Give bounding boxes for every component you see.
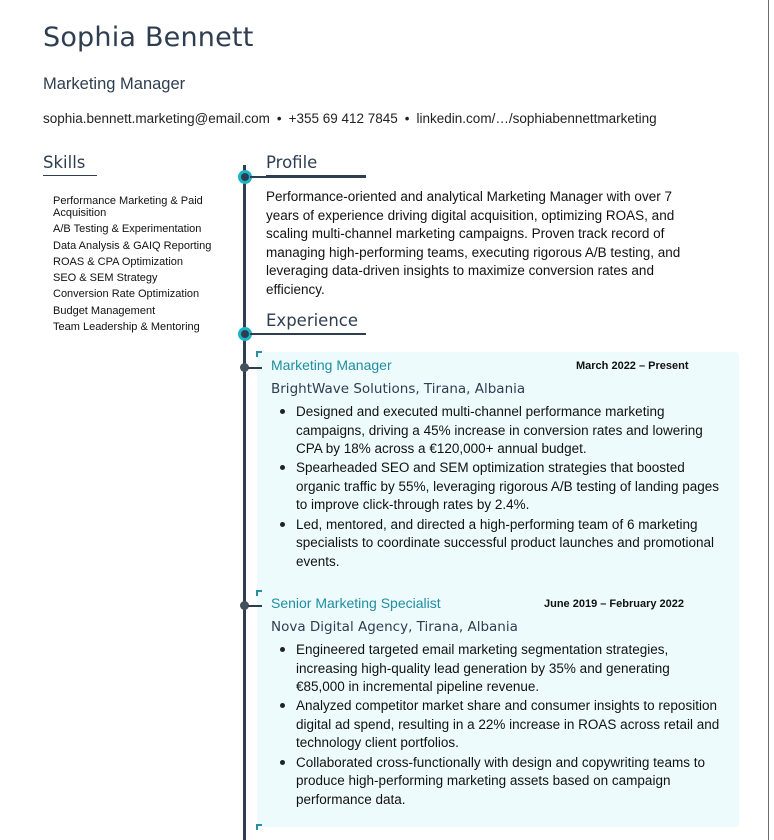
candidate-name: Sophia Bennett [43, 22, 254, 53]
panel-corner-marker [256, 590, 262, 596]
job-bullet [280, 459, 720, 515]
skills-list [53, 195, 228, 337]
job-bullets [280, 403, 720, 572]
contact-line [43, 111, 657, 126]
job-bullet [280, 697, 720, 753]
contact-email[interactable]: sophia.bennett.marketing@email.com [43, 111, 270, 126]
candidate-role: Marketing Manager [43, 75, 186, 93]
skills-heading: Skills [43, 153, 97, 176]
contact-separator: • [404, 111, 410, 126]
job-company: BrightWave Solutions, Tirana, Albania [271, 381, 526, 397]
bullet-icon [280, 409, 285, 414]
job-dates: March 2022 – Present [576, 360, 689, 372]
bullet-icon [280, 647, 285, 652]
skill-item: SEO & SEM Strategy [53, 272, 158, 285]
contact-separator: • [276, 111, 282, 126]
job-bullet [280, 516, 720, 572]
job-bullet-text: Analyzed competitor market share and consumer insights to reposition digital ad spend, resulting in a 22% increase in ROAS across retail and technology client portfolios. [296, 698, 720, 751]
skill-item: Performance Marketing & Paid Acquisition [53, 195, 203, 219]
job-title: Marketing Manager [271, 357, 392, 373]
job-bullets [280, 641, 720, 810]
contact-linkedin[interactable]: linkedin.com/…/sophiabennettmarketing [416, 111, 657, 126]
job-bullet-text: Collaborated cross-functionally with design and copywriting teams to produce high-performing marketing assets based on campaign performance data. [296, 754, 705, 807]
job-company: Nova Digital Agency, Tirana, Albania [271, 619, 518, 635]
job-bullet-text: Engineered targeted email marketing segmentation strategies, increasing high-quality lead generation by 35% and generating €85,000 in incremental pipeline revenue. [296, 642, 670, 695]
bullet-icon [280, 465, 285, 470]
job-connector [248, 367, 262, 369]
timeline-line [243, 165, 246, 840]
profile-connector [250, 176, 366, 178]
panel-corner-marker [256, 824, 262, 830]
skill-item: Conversion Rate Optimization [53, 288, 200, 301]
job-bullet-text: Spearheaded SEO and SEM optimization strategies that boosted organic traffic by 55%, leveraging rigorous A/B testing of landing pages to improve click-through rates by 2.4%. [296, 460, 720, 513]
contact-phone[interactable]: +355 69 412 7845 [288, 111, 398, 126]
skill-item: ROAS & CPA Optimization [53, 255, 184, 268]
job-dates: June 2019 – February 2022 [544, 598, 685, 610]
job-title: Senior Marketing Specialist [271, 595, 441, 611]
job-bullet [280, 754, 720, 810]
skill-item: Data Analysis & GAIQ Reporting [53, 239, 212, 252]
job-bullet [280, 641, 720, 697]
panel-corner-marker [256, 351, 262, 357]
job-connector [248, 605, 262, 607]
bullet-icon [280, 703, 285, 708]
job-bullet-text: Led, mentored, and directed a high-performing team of 6 marketing specialists to coordinate successful product launches and promotional events. [296, 516, 714, 569]
profile-heading: Profile [266, 153, 366, 176]
skill-item: Team Leadership & Mentoring [53, 321, 200, 334]
job-bullet-text: Designed and executed multi-channel performance marketing campaigns, driving a 45% increase in conversion rates and lowering CPA by 18% across a €120,000+ annual budget. [296, 404, 703, 457]
bullet-icon [280, 522, 285, 527]
experience-heading: Experience [266, 311, 366, 334]
skill-item: Budget Management [53, 304, 156, 317]
profile-summary: Performance-oriented and analytical Marketing Manager with over 7 years of experience driving digital acquisition, optimizing ROAS, and scaling multi-channel marketing campaigns. Proven track record of managing high-performing teams, executing rigorous A/B testing, and leveraging data-driven insights to maximize conversion rates and efficiency. [266, 189, 681, 297]
job-bullet [280, 403, 720, 459]
skill-item: A/B Testing & Experimentation [53, 223, 202, 236]
bullet-icon [280, 760, 285, 765]
